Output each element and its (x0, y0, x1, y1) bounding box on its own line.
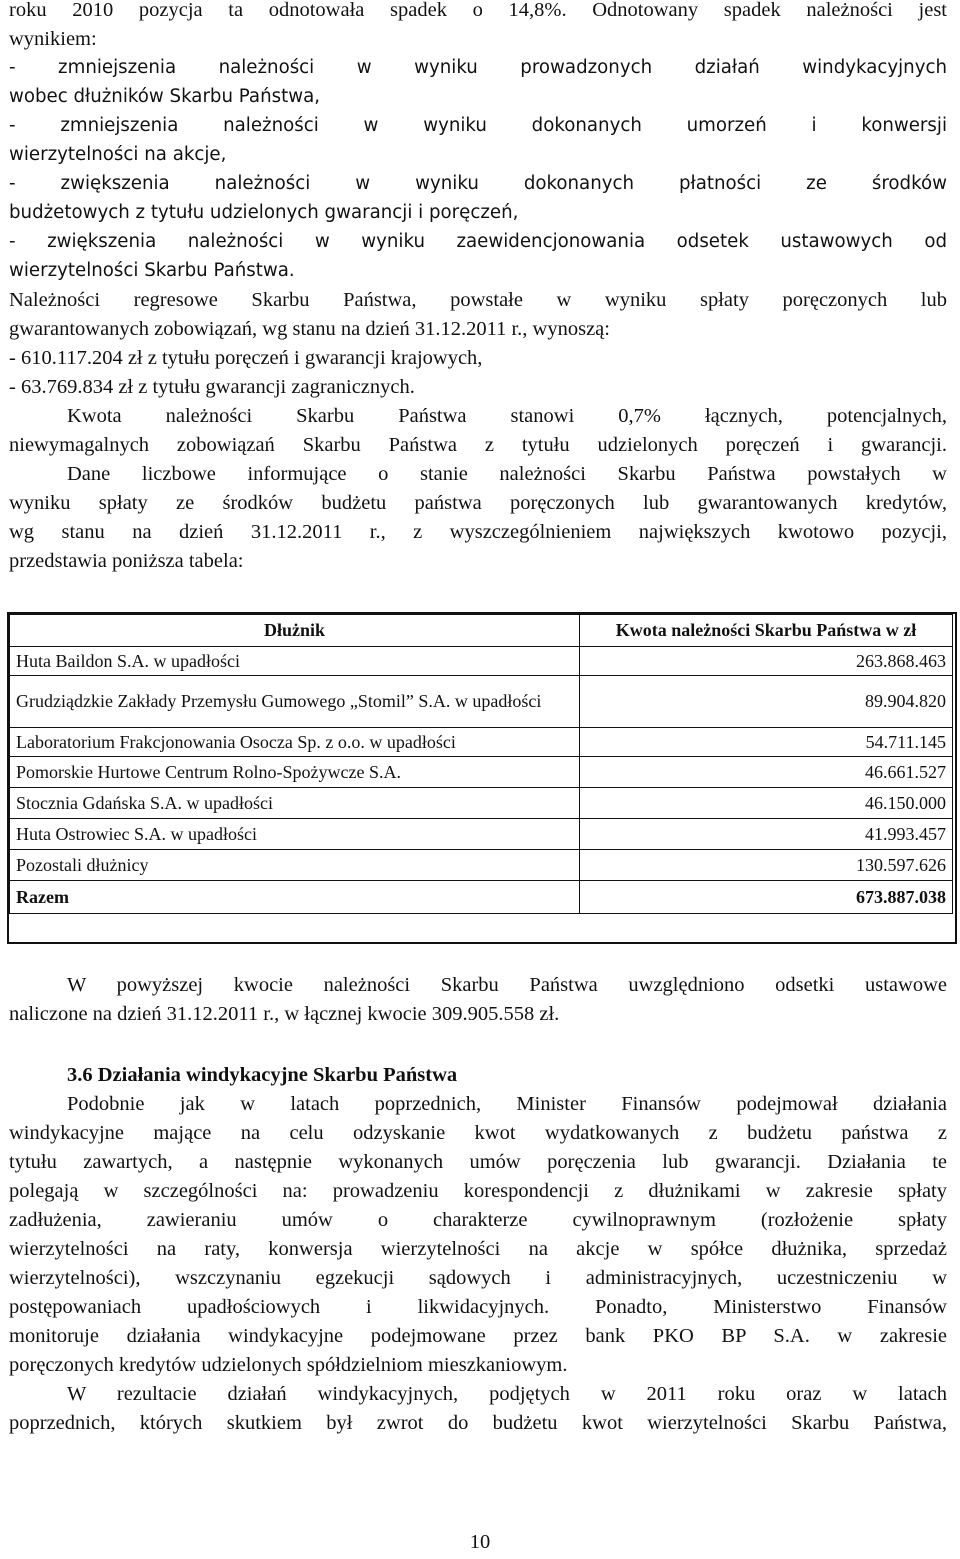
text-line: - 610.117.204 zł z tytułu poręczeń i gwarancji krajowych, (9, 347, 483, 369)
text-line: budżetowych z tytułu udzielonych gwarancji i poręczeń, (9, 202, 519, 223)
text-line: zadłużenia, zawieraniu umów o charakterze cywilnoprawnym (rozłożenie spłaty (9, 1209, 947, 1231)
debtor-amount: 54.711.145 (580, 728, 953, 757)
debtor-amount: 46.661.527 (580, 757, 953, 788)
text-line: przedstawia poniższa tabela: (9, 550, 244, 572)
table-header-row (10, 615, 953, 647)
text-line: - zmniejszenia należności w wyniku prowadzonych działań windykacyjnych (9, 57, 947, 78)
text-line: wierzytelności Skarbu Państwa. (9, 260, 295, 281)
debtor-amount: 46.150.000 (580, 788, 953, 819)
total-amount: 673.887.038 (580, 881, 953, 914)
debtors-table (9, 614, 953, 914)
table-row (10, 850, 953, 881)
text-line: postępowaniach upadłościowych i likwidacyjnych. Ponadto, Ministerstwo Finansów (9, 1296, 947, 1318)
text-line: poprzednich, których skutkiem był zwrot do budżetu kwot wierzytelności Skarbu Państwa, (9, 1412, 947, 1434)
debtor-name: Pozostali dłużnicy (10, 850, 580, 881)
text-line: wierzytelności na raty, konwersja wierzytelności na akcje w spółce dłużnika, sprzedaż (9, 1238, 947, 1260)
text-line: roku 2010 pozycja ta odnotowała spadek o 14,8%. Odnotowany spadek należności jest (9, 0, 947, 21)
text-line: niewymagalnych zobowiązań Skarbu Państwa z tytułu udzielonych poręczeń i gwarancji. (9, 434, 947, 456)
text-line: gwarantowanych zobowiązań, wg stanu na dzień 31.12.2011 r., wynoszą: (9, 318, 610, 340)
text-line: Podobnie jak w latach poprzednich, Minister Finansów podejmował działania (67, 1093, 947, 1115)
text-line: tytułu zawartych, a następnie wykonanych umów poręczenia lub gwarancji. Działania te (9, 1151, 947, 1173)
debtor-name: Huta Baildon S.A. w upadłości (10, 647, 580, 676)
page-number: 10 (469, 1531, 491, 1553)
text-line: poręczonych kredytów udzielonych spółdzielniom mieszkaniowym. (9, 1354, 568, 1376)
text-line: Należności regresowe Skarbu Państwa, powstałe w wyniku spłaty poręczonych lub (9, 289, 947, 311)
text-line: naliczone na dzień 31.12.2011 r., w łącznej kwocie 309.905.558 zł. (9, 1003, 560, 1025)
debtor-amount: 89.904.820 (580, 676, 953, 728)
debtor-name: Stocznia Gdańska S.A. w upadłości (10, 788, 580, 819)
text-line: wobec dłużników Skarbu Państwa, (9, 86, 321, 107)
text-line: windykacyjne mające na celu odzyskanie kwot wydatkowanych z budżetu państwa z (9, 1122, 947, 1144)
table-row (10, 819, 953, 850)
text-line: Kwota należności Skarbu Państwa stanowi 0,7% łącznych, potencjalnych, (67, 405, 947, 427)
text-line: - 63.769.834 zł z tytułu gwarancji zagranicznych. (9, 376, 415, 398)
text-line: wg stanu na dzień 31.12.2011 r., z wyszczególnieniem największych kwotowo pozycji, (9, 521, 947, 543)
text-line: Dane liczbowe informujące o stanie należności Skarbu Państwa powstałych w (67, 463, 947, 485)
debtor-name: Laboratorium Frakcjonowania Osocza Sp. z o.o. w upadłości (10, 728, 580, 757)
table-row (10, 676, 953, 728)
text-line: - zmniejszenia należności w wyniku dokonanych umorzeń i konwersji (9, 115, 947, 136)
text-line: wyniku spłaty ze środków budżetu państwa poręczonych lub gwarantowanych kredytów, (9, 492, 947, 514)
debtor-amount: 130.597.626 (580, 850, 953, 881)
text-line: monitoruje działania windykacyjne podejmowane przez bank PKO BP S.A. w zakresie (9, 1325, 947, 1347)
text-line: W rezultacie działań windykacyjnych, podjętych w 2011 roku oraz w latach (67, 1383, 947, 1405)
debtor-name: Pomorskie Hurtowe Centrum Rolno-Spożywcze S.A. (10, 757, 580, 788)
debtor-amount: 263.868.463 (580, 647, 953, 676)
table-total-row (10, 881, 953, 914)
text-line: - zwiększenia należności w wyniku dokonanych płatności ze środków (9, 173, 947, 194)
text-line: polegają w szczególności na: prowadzeniu korespondencji z dłużnikami w zakresie spłaty (9, 1180, 947, 1202)
table-row (10, 647, 953, 676)
text-line: wynikiem: (9, 28, 97, 50)
debtor-name: Huta Ostrowiec S.A. w upadłości (10, 819, 580, 850)
text-line: wierzytelności na akcje, (9, 144, 227, 165)
debtor-name: Grudziądzkie Zakłady Przemysłu Gumowego „Stomil” S.A. w upadłości (10, 676, 580, 728)
table-row (10, 757, 953, 788)
text-line: W powyższej kwocie należności Skarbu Państwa uwzględniono odsetki ustawowe (67, 974, 947, 996)
header-amount: Kwota należności Skarbu Państwa w zł (580, 615, 953, 647)
table-row (10, 788, 953, 819)
table-row (10, 728, 953, 757)
header-debtor: Dłużnik (10, 615, 580, 647)
section-heading: 3.6 Działania windykacyjne Skarbu Państwa (67, 1064, 458, 1086)
debtor-amount: 41.993.457 (580, 819, 953, 850)
text-line: wierzytelności), wszczynaniu egzekucji sądowych i administracyjnych, uczestniczeniu w (9, 1267, 947, 1289)
text-line: - zwiększenia należności w wyniku zaewidencjonowania odsetek ustawowych od (9, 231, 947, 252)
total-label: Razem (10, 881, 580, 914)
